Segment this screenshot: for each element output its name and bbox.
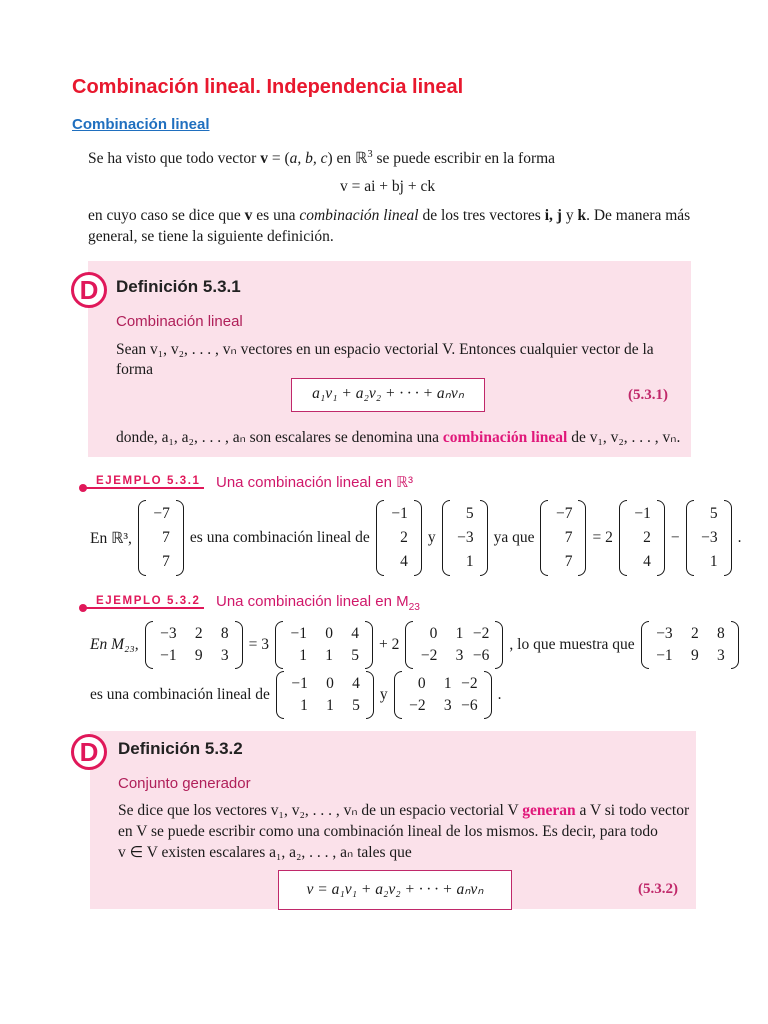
matrix: −1 2 4 <box>376 500 422 576</box>
definition-2-eqnum: (5.3.2) <box>638 881 678 897</box>
definition-2-text-1: Se dice que los vectores v₁, v₂, . . . , vₙ de un espacio vectorial V generan a V si todo vector <box>118 802 690 819</box>
example-1-y: y <box>427 529 436 546</box>
definition-d-icon: D <box>71 272 107 308</box>
matrix: −7 7 7 <box>138 500 184 576</box>
matrix: −3 −1 2 9 8 3 <box>145 621 243 669</box>
definition-d-icon: D <box>71 734 107 770</box>
definition-1-subtitle: Combinación lineal <box>116 313 243 330</box>
definition-2-title: Definición 5.3.2 <box>118 739 243 758</box>
definition-1-equation: a₁v₁ + a₂v₂ + · · · + aₙvₙ <box>291 378 485 412</box>
example-marker-line <box>84 487 204 489</box>
page-title: Combinación lineal. Independencia lineal <box>72 76 464 98</box>
example-2-line2-text: es una combinación lineal de <box>90 686 270 703</box>
matrix: −1 2 4 <box>619 500 665 576</box>
example-1-yaque: ya que <box>493 529 535 546</box>
matrix: −7 7 7 <box>540 500 586 576</box>
example-2-lo: , lo que muestra que <box>509 636 635 653</box>
matrix: −1 1 0 1 4 5 <box>275 621 373 669</box>
matrix: 0 −2 1 3 −2 −6 <box>394 671 492 719</box>
matrix: 0 −2 1 3 −2 −6 <box>405 621 503 669</box>
example-2-line-1 <box>86 620 741 670</box>
example-2-en: En M₂₃, <box>90 636 139 653</box>
example-2-label: EJEMPLO 5.3.2 <box>96 595 201 607</box>
definition-2-text-2: en V se puede escribir como una combinación lineal de los mismos. Es decir, para todo <box>118 823 658 840</box>
example-1-end: . <box>737 529 742 546</box>
intro-formula: v = ai + bj + ck <box>340 178 436 195</box>
intro-paragraph: en cuyo caso se dice que v es una combinación lineal de los tres vectores i, j y k. De manera más <box>88 207 691 224</box>
definition-1-text-3: donde, a₁, a₂, . . . , aₙ son escalares se denomina una combinación lineal de v₁, v₂, . . . , vₙ. <box>116 429 681 446</box>
example-1-label: EJEMPLO 5.3.1 <box>96 475 201 487</box>
matrix: 5 −3 1 <box>442 500 488 576</box>
intro-paragraph-2: general, se tiene la siguiente definición. <box>88 228 334 245</box>
example-2-end: . <box>497 686 502 703</box>
matrix: 5 −3 1 <box>686 500 732 576</box>
example-1-minus: − <box>670 529 680 546</box>
definition-1-title: Definición 5.3.1 <box>116 277 241 296</box>
example-2-y: y <box>379 686 388 703</box>
definition-1-text-2: forma <box>116 361 154 378</box>
matrix: −1 1 0 1 4 5 <box>276 671 374 719</box>
definition-2-subtitle: Conjunto generador <box>118 775 251 792</box>
definition-1-text-1: Sean v₁, v₂, . . . , vₙ vectores en un espacio vectorial V. Entonces cualquier vector de la <box>116 341 654 358</box>
example-1-title: Una combinación lineal en ℝ³ <box>216 474 413 491</box>
example-1-eq2: = 2 <box>592 529 613 546</box>
example-1-en: En ℝ³, <box>90 529 132 547</box>
example-2-plus2: + 2 <box>379 636 400 653</box>
definition-2-text-3: v ∈ V existen escalares a₁, a₂, . . . , aₙ tales que <box>118 844 412 861</box>
example-2-eq3: = 3 <box>248 636 270 653</box>
example-1-content <box>86 500 745 576</box>
matrix: −3 −1 2 9 8 3 <box>641 621 739 669</box>
definition-1-eqnum: (5.3.1) <box>628 387 668 403</box>
example-2-line-2 <box>86 670 506 720</box>
example-2-title: Una combinación lineal en $M_{23}$ <box>216 593 420 613</box>
example-marker-line <box>84 607 204 609</box>
definition-2-equation: v = a₁v₁ + a₂v₂ + · · · + aₙvₙ <box>278 870 512 910</box>
section-subtitle: Combinación lineal <box>72 116 210 133</box>
intro-line-1: Se ha visto que todo vector v = (a, b, c) en ℝ$^3$ se puede escribir en la forma <box>88 148 556 167</box>
example-1-mid: es una combinación lineal de <box>189 529 370 546</box>
